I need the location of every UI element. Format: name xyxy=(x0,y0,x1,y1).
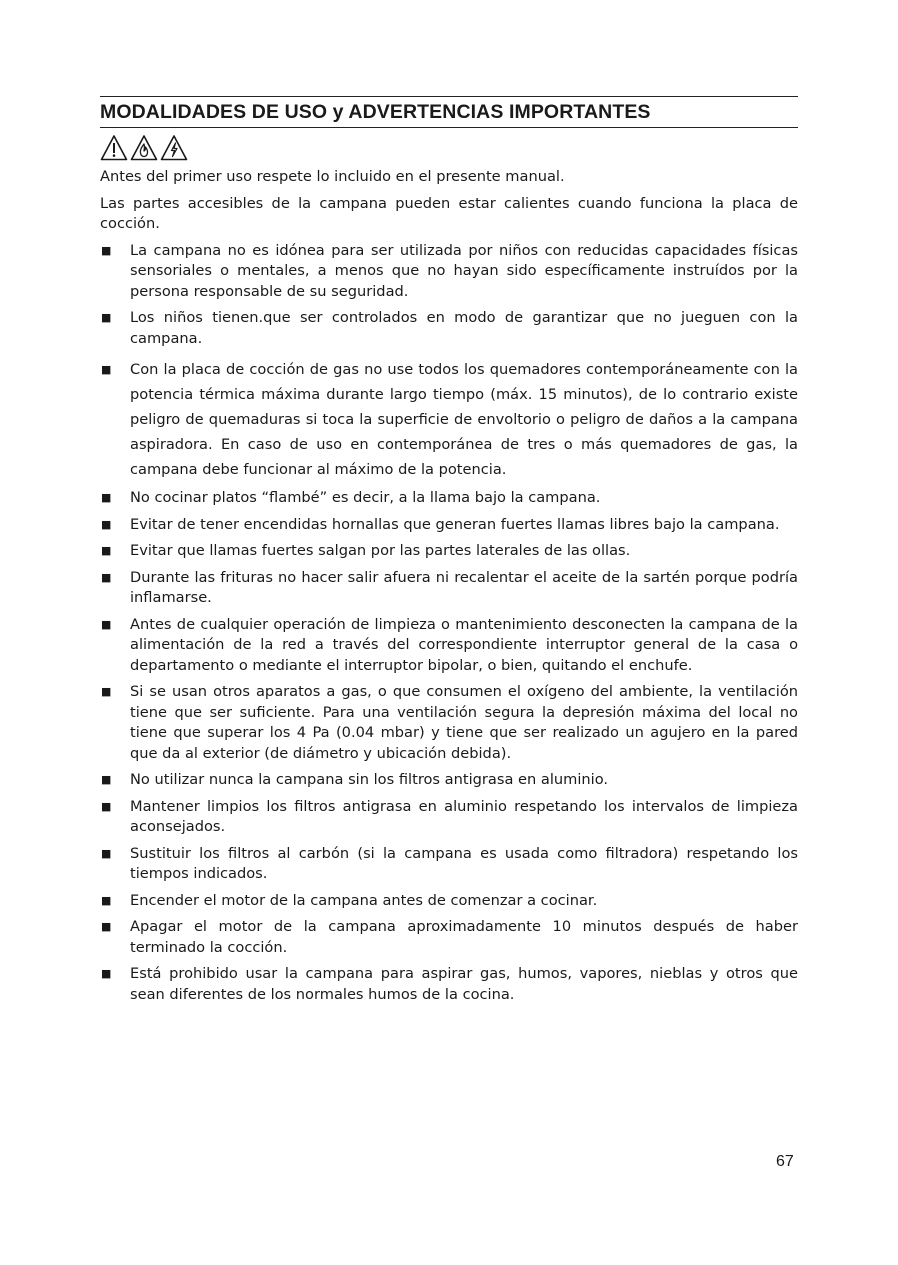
bullet-icon: ■ xyxy=(101,685,112,698)
warning-exclamation-icon xyxy=(100,134,128,162)
list-item xyxy=(100,308,798,349)
page-title: MODALIDADES DE USO y ADVERTENCIAS IMPORTANTES xyxy=(100,101,651,123)
intro-paragraph: Antes del primer uso respete lo incluido en el presente manual. xyxy=(100,168,565,185)
bullet-icon: ■ xyxy=(101,311,112,324)
list-item-text: Encender el motor de la campana antes de comenzar a cocinar. xyxy=(130,891,598,909)
bullet-icon: ■ xyxy=(101,491,112,504)
list-item xyxy=(100,682,798,764)
list-item-text: Sustituir los filtros al carbón (si la campana es usada como filtradora) respetando los tiempos indicados. xyxy=(130,844,798,882)
list-item xyxy=(100,357,798,482)
bullet-icon: ■ xyxy=(101,846,112,860)
title-bar xyxy=(100,96,798,128)
bullet-icon: ■ xyxy=(101,967,112,980)
warning-icons xyxy=(100,134,798,162)
list-item xyxy=(100,964,798,1005)
list-item xyxy=(100,568,798,609)
list-item-text: Evitar que llamas fuertes salgan por las partes laterales de las ollas. xyxy=(130,542,631,559)
bullet-icon: ■ xyxy=(101,517,112,531)
list-item-text: Si se usan otros aparatos a gas, o que consumen el oxígeno del ambiente, la ventilación tiene que ser suficiente. Para una ventilación segura la depresión máxima del local no tiene que superar los 4 Pa (0.04 mbar) y tiene que ser realizado un agujero en la pared que da al exterior (de diámetro y ubicación debida). xyxy=(130,683,798,762)
list-item xyxy=(100,241,798,303)
bullet-icon: ■ xyxy=(101,617,112,631)
list-item-text: Los niños tienen.que ser controlados en modo de garantizar que no jueguen con la campana. xyxy=(130,309,798,347)
list-item-text: La campana no es idónea para ser utilizada por niños con reducidas capacidades físicas sensoriales o mentales, a menos que no hayan sido específicamente instruídos por la persona responsable de su seguridad. xyxy=(130,241,798,300)
list-item xyxy=(100,891,798,912)
warning-electric-icon xyxy=(160,134,188,162)
list-item-text: Evitar de tener encendidas hornallas que generan fuertes llamas libres bajo la campana. xyxy=(130,515,780,533)
list-item-text: Con la placa de cocción de gas no use todos los quemadores contemporáneamente con la potencia térmica máxima durante largo tiempo (máx. 15 minutos), de lo contrario existe peligro de quemaduras si toca la superficie de envoltorio o peligro de daños a la campana aspiradora. En caso de uso en contemporánea de tres o más quemadores de gas, la campana debe funcionar al máximo de la potencia. xyxy=(130,361,798,478)
list-item-text: Está prohibido usar la campana para aspirar gas, humos, vapores, nieblas y otros que sean diferentes de los normales humos de la cocina. xyxy=(130,965,798,1003)
bullet-icon: ■ xyxy=(101,544,112,557)
list-item-text: Durante las frituras no hacer salir afuera ni recalentar el aceite de la sartén porque podría inflamarse. xyxy=(130,568,798,606)
warning-fire-icon xyxy=(130,134,158,162)
bullet-icon: ■ xyxy=(101,773,112,786)
bullet-icon: ■ xyxy=(101,920,112,933)
list-item-text: No utilizar nunca la campana sin los filtros antigrasa en aluminio. xyxy=(130,771,609,788)
bullet-icon: ■ xyxy=(101,570,112,584)
warnings-list xyxy=(100,241,798,1006)
intro-paragraph: Las partes accesibles de la campana pueden estar calientes cuando funciona la placa de cocción. xyxy=(100,194,798,232)
page-content xyxy=(100,96,798,1005)
list-item xyxy=(100,541,798,562)
list-item-text: Apagar el motor de la campana aproximadamente 10 minutos después de haber terminado la cocción. xyxy=(130,918,798,956)
list-item xyxy=(100,797,798,838)
page-number: 67 xyxy=(776,1153,794,1170)
list-item xyxy=(100,615,798,677)
bullet-icon: ■ xyxy=(101,799,112,813)
bullet-icon: ■ xyxy=(101,363,112,376)
list-item xyxy=(100,488,798,509)
list-item-text: Mantener limpios los filtros antigrasa en aluminio respetando los intervalos de limpieza aconsejados. xyxy=(130,797,798,835)
list-item xyxy=(100,917,798,958)
list-item xyxy=(100,770,798,791)
bullet-icon: ■ xyxy=(101,893,112,907)
list-item-text: No cocinar platos “flambé” es decir, a la llama bajo la campana. xyxy=(130,489,601,506)
list-item xyxy=(100,515,798,536)
list-item xyxy=(100,844,798,885)
list-item-text: Antes de cualquier operación de limpieza o mantenimiento desconecten la campana de la alimentación de la red a través del correspondiente interruptor general de la casa o departamento o mediante el interruptor bipolar, o bien, quitando el enchufe. xyxy=(130,615,798,674)
bullet-icon: ■ xyxy=(101,243,112,257)
